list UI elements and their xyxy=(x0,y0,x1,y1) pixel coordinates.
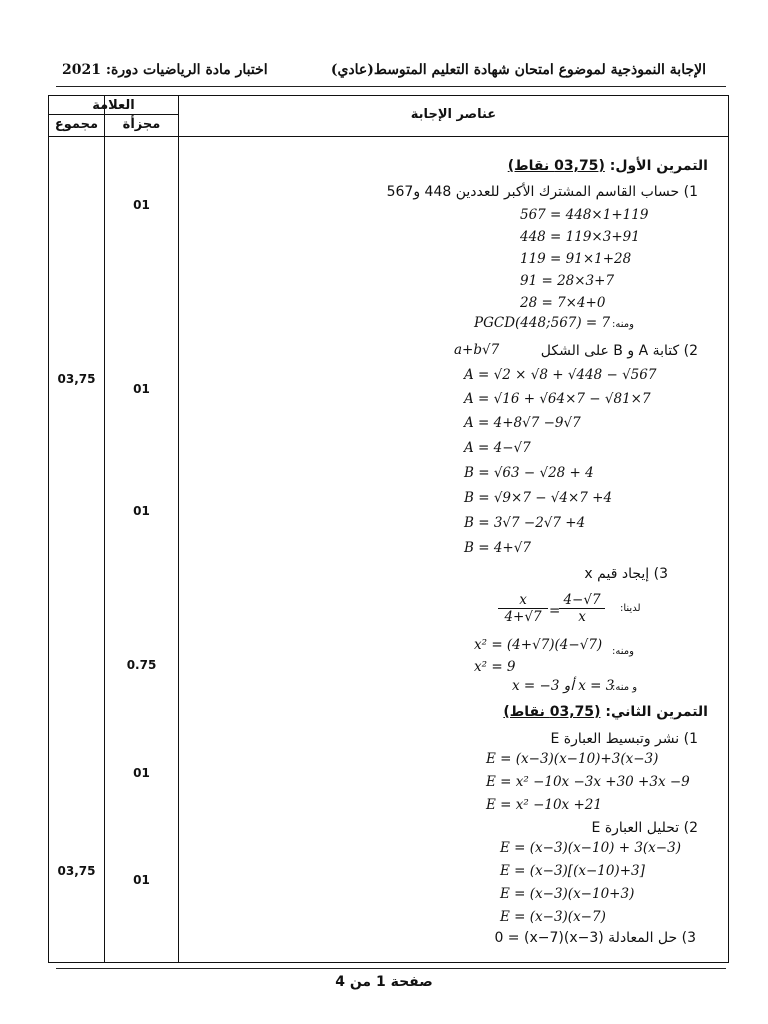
division-step: 28 = 7×4+0 xyxy=(520,295,606,311)
therefore-label: ومنه: xyxy=(612,646,634,657)
exercise-1-label: التمرين الأول: xyxy=(609,158,708,174)
partial-grade: 0.75 xyxy=(126,658,157,672)
exercise-1-title xyxy=(508,158,708,174)
total-header: مجموع xyxy=(54,117,99,132)
partial-grade: 01 xyxy=(133,382,150,396)
total-grade-ex1: 03,75 xyxy=(57,372,96,386)
b-step: B = √63 − √28 + 4 xyxy=(464,465,594,481)
fraction-right xyxy=(559,592,605,625)
b-result: B = 4+√7 xyxy=(464,540,531,556)
partial-grade: 01 xyxy=(133,198,150,212)
question-2-3: 3) حل المعادلة (x−3)(x−7) = 0 xyxy=(494,930,696,946)
form-expression: a+b√7 xyxy=(454,342,500,358)
header-title: الإجابة النموذجية لموضوع امتحان شهادة التعليم المتوسط(عادي) xyxy=(330,62,706,78)
division-step: 448 = 119×3+91 xyxy=(520,229,640,245)
a-step: A = √2 × √8 + √448 − √567 xyxy=(464,367,657,383)
fraction-right-denominator: x xyxy=(578,609,586,625)
expand-result: E = x² −10x +21 xyxy=(486,797,602,813)
factor-step: E = (x−3)(x−10+3) xyxy=(500,886,635,902)
fraction-left-numerator: x xyxy=(498,592,548,609)
fraction-left-denominator: 4+√7 xyxy=(504,609,542,625)
header-rule xyxy=(56,86,726,87)
partial-grade: 01 xyxy=(133,504,150,518)
answer-elements-header: عناصر الإجابة xyxy=(410,107,497,122)
exercise-2-points: (03,75 نقاط) xyxy=(503,704,601,720)
column-divider-partial xyxy=(178,96,179,962)
question-1-3: 3) إيجاد قيم x xyxy=(584,566,668,582)
question-1-1: 1) حساب القاسم المشترك الأكبر للعددين 448 و567 xyxy=(386,184,698,200)
exercise-1-points: (03,75 نقاط) xyxy=(507,158,605,174)
factor-step: E = (x−3)(x−10) + 3(x−3) xyxy=(500,840,681,856)
fraction-right-numerator: 4−√7 xyxy=(559,592,605,609)
factor-result: E = (x−3)(x−7) xyxy=(500,909,606,925)
header-row-divider xyxy=(49,136,728,137)
given-label: لدينا: xyxy=(620,603,641,614)
partial-grade: 01 xyxy=(133,766,150,780)
therefore-label: و منه: xyxy=(612,682,638,693)
square-equation: x² = (4+√7)(4−√7) xyxy=(474,637,603,653)
footer-rule xyxy=(56,968,726,969)
header-exam-info: اختبار مادة الرياضيات دورة: 2021 xyxy=(62,62,268,78)
grade-header: العلامة xyxy=(92,98,135,113)
division-step: 91 = 28×3+7 xyxy=(520,273,615,289)
factor-step: E = (x−3)[(x−10)+3] xyxy=(500,863,645,879)
question-2-2: 2) تحليل العبارة E xyxy=(591,820,698,836)
expand-step: E = x² −10x −3x +30 +3x −9 xyxy=(486,774,690,790)
b-step: B = 3√7 −2√7 +4 xyxy=(464,515,586,531)
equals-sign: = xyxy=(549,603,561,619)
a-step: A = 4+8√7 −9√7 xyxy=(464,415,581,431)
solutions: x = 3 أو x = −3 xyxy=(512,678,615,694)
total-grade-ex2: 03,75 xyxy=(57,864,96,878)
pgcd-result: PGCD(448;567) = 7 xyxy=(474,315,611,331)
division-step: 567 = 448×1+119 xyxy=(520,207,649,223)
partial-grade: 01 xyxy=(133,873,150,887)
page-number: صفحة 1 من 4 xyxy=(335,974,433,990)
exercise-2-label: التمرين الثاني: xyxy=(605,704,708,720)
partial-header: مجزأة xyxy=(122,117,161,132)
question-1-2: 2) كتابة A و B على الشكل xyxy=(540,343,698,359)
question-2-1: 1) نشر وتبسيط العبارة E xyxy=(550,731,698,747)
column-divider-total xyxy=(104,96,105,962)
b-step: B = √9×7 − √4×7 +4 xyxy=(464,490,613,506)
exercise-2-title xyxy=(503,704,708,720)
grade-header-divider xyxy=(49,114,178,115)
a-result: A = 4−√7 xyxy=(464,440,531,456)
square-result: x² = 9 xyxy=(474,659,516,675)
pgcd-label: ومنه: xyxy=(612,319,634,330)
fraction-left xyxy=(498,592,548,625)
a-step: A = √16 + √64×7 − √81×7 xyxy=(464,391,651,407)
division-step: 119 = 91×1+28 xyxy=(520,251,632,267)
expand-step: E = (x−3)(x−10)+3(x−3) xyxy=(486,751,659,767)
